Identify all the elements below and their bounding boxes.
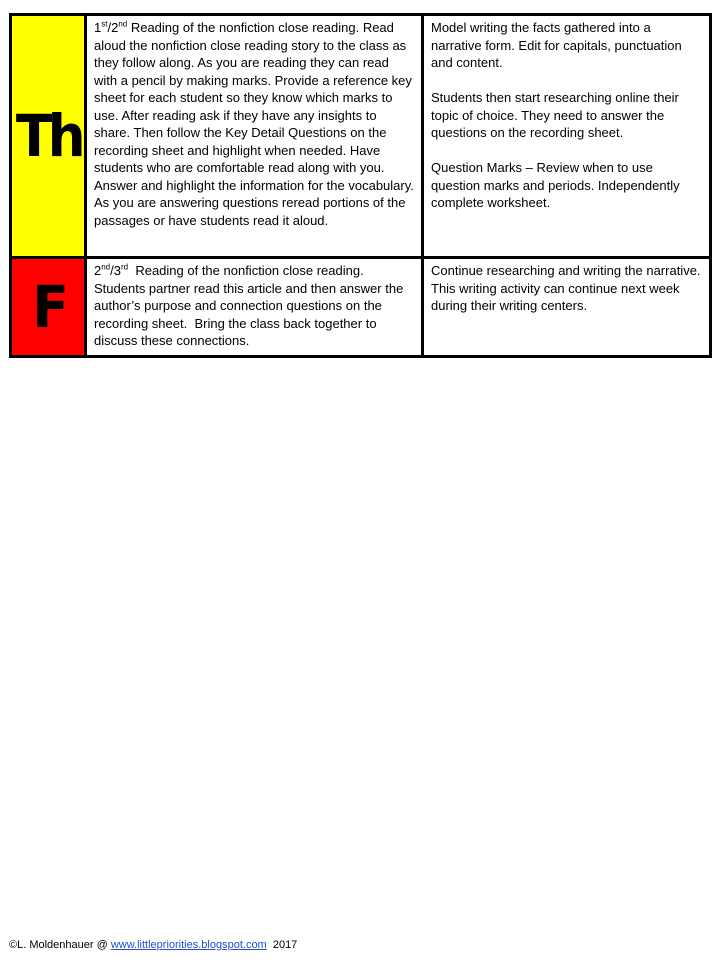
day-cell-friday bbox=[11, 258, 86, 357]
table-row-thursday bbox=[11, 15, 711, 258]
lesson-plan-table bbox=[9, 13, 712, 358]
day-label: Th bbox=[15, 102, 81, 170]
copyright-footer bbox=[9, 938, 297, 952]
reading-cell bbox=[86, 15, 423, 258]
writing-paragraph: Question Marks – Review when to use question marks and periods. Independently complete worksheet. bbox=[431, 160, 680, 210]
writing-paragraph: Students then start researching online their topic of choice. They need to answer the questions on the recording sheet. bbox=[431, 90, 679, 140]
copyright-text: ©L. Moldenhauer @ bbox=[9, 939, 111, 951]
table-row-friday bbox=[11, 258, 711, 357]
reading-text: 1st/2nd Reading of the nonfiction close reading. Read aloud the nonfiction close reading story to the class as they follow along. As you are reading they can read with a pencil by making marks. Provide a reference key sheet for each student so they know which marks to use. After reading ask if they have any insights to share. Then follow the Key Detail Questions on the recording sheet and highlight when needed. Have students who are comfortable read along with you. Answer and highlight the information for the vocabulary. As you are answering questions reread portions of the passages or have students read it aloud. bbox=[94, 19, 414, 228]
writing-cell bbox=[423, 15, 711, 258]
reading-cell bbox=[86, 258, 423, 357]
blog-link[interactable]: www.littlepriorities.blogspot.com bbox=[110, 939, 267, 951]
writing-paragraph: Continue researching and writing the narrative. This writing activity can continue next week during their writing centers. bbox=[431, 263, 701, 313]
day-label: F bbox=[32, 273, 64, 341]
writing-paragraph: Model writing the facts gathered into a narrative form. Edit for capitals, punctuation and content. bbox=[431, 20, 682, 70]
writing-cell bbox=[423, 258, 711, 357]
reading-text: 2nd/3rd Reading of the nonfiction close reading. Students partner read this article and then answer the author’s purpose and connection questions on the recording sheet. Bring the class back together to discuss these connections. bbox=[94, 262, 407, 348]
day-cell-thursday bbox=[11, 15, 86, 258]
copyright-year: 2017 bbox=[266, 939, 298, 951]
